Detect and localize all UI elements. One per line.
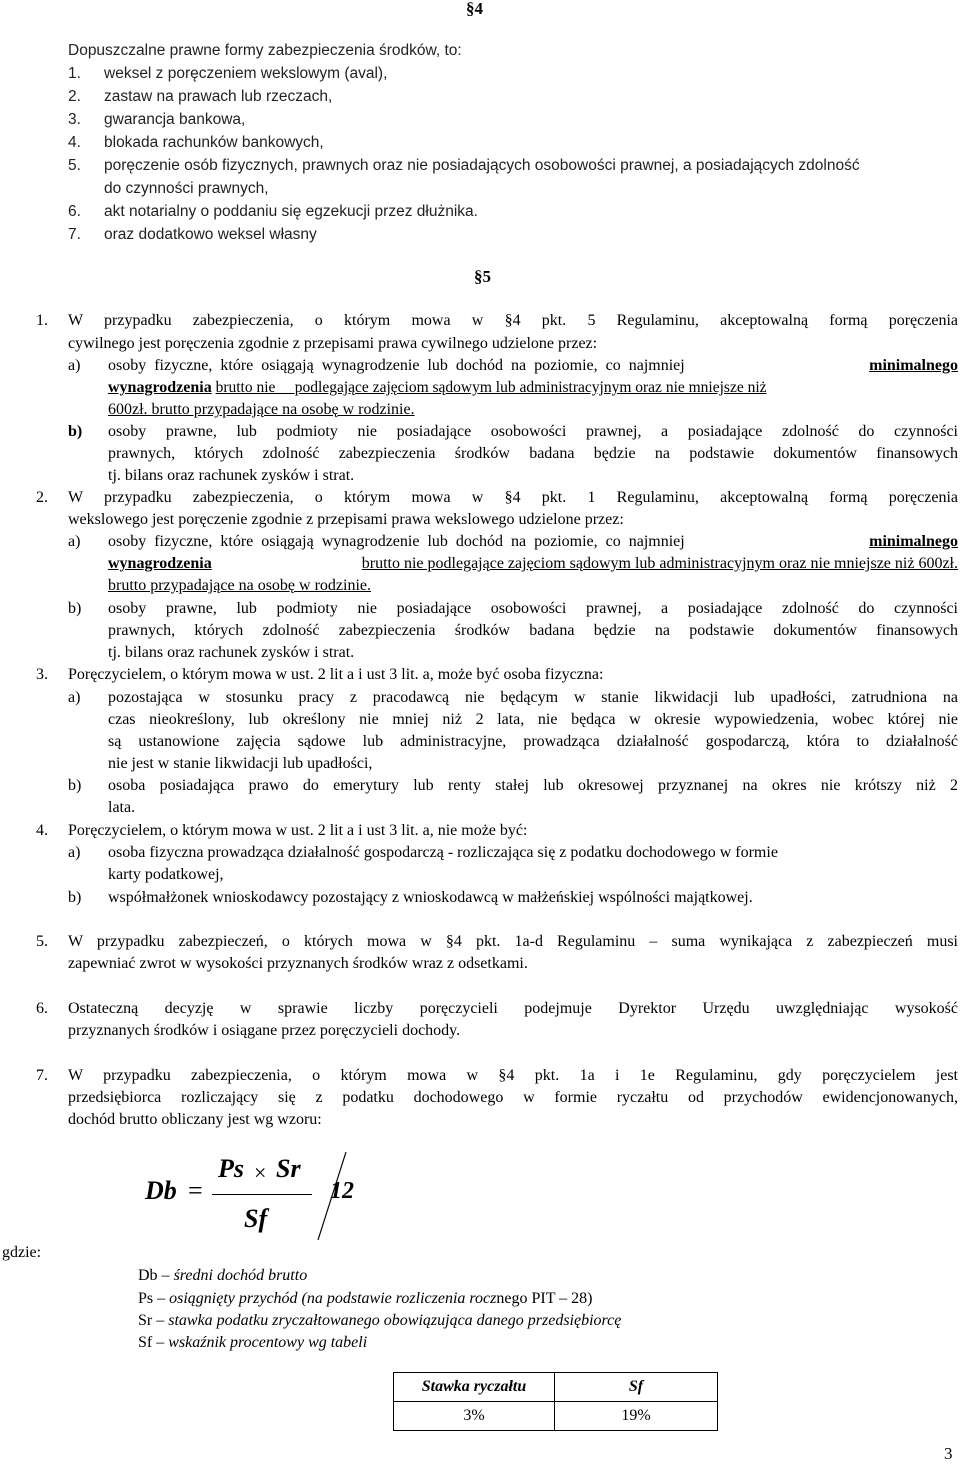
paragraph-2-item-a-line — [108, 531, 958, 553]
formula-denominator: Sf — [244, 1204, 268, 1233]
paragraph-3-line: Poręczycielem, o którym mowa w ust. 2 lit a i ust 3 lit. a, może być osoba fizyczna: — [68, 666, 604, 683]
definition-symbol: Sf — [138, 1334, 153, 1351]
definition-item — [138, 1310, 621, 1332]
list-item: weksel z poręczeniem wekslowym (aval), — [104, 65, 388, 82]
definition-item — [138, 1288, 593, 1310]
definition-dash: – — [152, 1334, 169, 1351]
paragraph-2-item-a-line: brutto przypadające na osobę w rodzinie. — [108, 577, 372, 594]
item-text-underlined: minimalnego — [869, 533, 958, 550]
paragraph-1-item-b-line: osoby prawne, lub podmioty nie posiadające osobowości prawnej, a posiadające zdolność do czynności — [108, 423, 958, 440]
definition-symbol: Ps — [138, 1290, 154, 1307]
fraction-bar — [212, 1194, 312, 1195]
list-item-number: 4. — [68, 134, 81, 151]
formula-equals: = — [188, 1176, 203, 1205]
paragraph-2-line: wekslowego jest poręczenie zgodnie z przepisami prawa wekslowego udzielone przez: — [68, 511, 624, 528]
table-cell: 3% — [394, 1402, 555, 1431]
table-header-cell: Sf — [555, 1373, 718, 1402]
item-label: a) — [68, 689, 81, 706]
definition-dash: – — [157, 1267, 174, 1284]
definition-item — [138, 1265, 307, 1287]
item-label: b) — [68, 777, 82, 794]
paragraph-3-item-a-line: nie jest w stanie likwidacji lub upadłości, — [108, 755, 373, 772]
paragraph-number: 3. — [36, 666, 48, 683]
paragraph-number: 6. — [36, 1000, 48, 1017]
item-label: b) — [68, 600, 82, 617]
list-item-number: 6. — [68, 203, 81, 220]
paragraph-6-line: Ostateczną decyzję w sprawie liczby poręczycieli podejmuje Dyrektor Urzędu uwzględniając wysokość — [68, 1000, 958, 1017]
list-item-number: 5. — [68, 157, 81, 174]
table-cell: 19% — [555, 1402, 718, 1431]
paragraph-1-line: cywilnego jest poręczenia zgodnie z przepisami prawa cywilnego udzielone przez: — [68, 335, 598, 352]
paragraph-1-item-a-line — [108, 355, 958, 377]
paragraph-3-item-b-line: osoba posiadająca prawo do emerytury lub renty stałej lub okresowej przyznanej na okres nie krótszy niż 2 — [108, 777, 958, 794]
formula-times: × — [254, 1160, 267, 1185]
item-text: osoby fizyczne, które osiągają wynagrodzenie lub dochód na poziomie, co najmniej — [108, 357, 685, 374]
definition-dash: – — [152, 1312, 169, 1329]
paragraph-2-line: W przypadku zabezpieczenia, o którym mowa w §4 pkt. 1 Regulaminu, akceptowalną formą poręczenia — [68, 489, 958, 506]
paragraph-4-item-a-line: karty podatkowej, — [108, 866, 224, 883]
paragraph-7-line: przedsiębiorca rozliczający się z podatku dochodowego w formie ryczałtu od przychodów ewidencjonowanych, — [68, 1089, 958, 1106]
definition-description: średni dochód brutto — [173, 1267, 308, 1284]
paragraph-7-line: dochód brutto obliczany jest wg wzoru: — [68, 1111, 322, 1128]
paragraph-2-item-b-line: osoby prawne, lub podmioty nie posiadające osobowości prawnej, a posiadające zdolność do czynności — [108, 600, 958, 617]
list-item: gwarancja bankowa, — [104, 111, 246, 128]
paragraph-5-line: zapewniać zwrot w wysokości przyznanych środków wraz z odsetkami. — [68, 955, 528, 972]
definition-description: osiągnięty przychód (na podstawie rozliczenia rocz — [169, 1290, 497, 1307]
paragraph-3-item-a-line: są ustanowione zajęcia sądowe lub administracyjne, prowadząca działalność gospodarczą, która to działalność — [108, 733, 958, 750]
paragraph-2-item-a-line — [108, 553, 958, 575]
list-item: oraz dodatkowo weksel własny — [104, 226, 317, 243]
section-4-intro: Dopuszczalne prawne formy zabezpieczenia środków, to: — [68, 42, 462, 59]
list-item: blokada rachunków bankowych, — [104, 134, 324, 151]
paragraph-4-item-a-line: osoba fizyczna prowadząca działalność gospodarczą - rozliczająca się z podatku dochodowego w formie — [108, 844, 778, 861]
paragraph-number: 7. — [36, 1067, 48, 1084]
list-item: poręczenie osób fizycznych, prawnych oraz nie posiadających osobowości prawnej, a posiadających zdolność — [104, 157, 860, 174]
item-label: a) — [68, 844, 81, 861]
item-text-underlined: minimalnego — [869, 357, 958, 374]
paragraph-1-item-b-line: tj. bilans oraz rachunek zysków i strat. — [108, 467, 355, 484]
paragraph-number: 5. — [36, 933, 48, 950]
item-label: b) — [68, 889, 82, 906]
list-item: zastaw na prawach lub rzeczach, — [104, 88, 333, 105]
paragraph-number: 4. — [36, 822, 48, 839]
paragraph-2-item-b-line: prawnych, których zdolność zabezpieczenia środków badana będzie na podstawie dokumentów finansowych — [108, 622, 958, 639]
paragraph-1-item-a-line — [108, 377, 767, 399]
list-item-number: 7. — [68, 226, 81, 243]
rate-table — [393, 1372, 718, 1431]
paragraph-4-item-b-line: współmałżonek wnioskodawcy pozostający z wnioskodawcą w małżeńskiej wspólności majątkowej. — [108, 889, 753, 906]
item-label: a) — [68, 533, 81, 550]
list-item-number: 2. — [68, 88, 81, 105]
section-4-heading: §4 — [466, 0, 483, 18]
table-header-cell: Stawka ryczałtu — [394, 1373, 555, 1402]
paragraph-3-item-a-line: pozostająca w stosunku pracy z pracodawcą nie będącym w stanie likwidacji lub upadłości, zatrudniona na — [108, 689, 958, 706]
formula-numerator-b: Sr — [276, 1154, 301, 1183]
formula-divisor: 12 — [330, 1178, 354, 1204]
formula-numerator-a: Ps — [218, 1154, 244, 1183]
list-item-number: 1. — [68, 65, 81, 82]
paragraph-5-line: W przypadku zabezpieczeń, o których mowa w §4 pkt. 1a-d Regulaminu – suma wynikająca z zabezpieczeń musi — [68, 933, 958, 950]
paragraph-1-item-a-line: 600zł. brutto przypadające na osobę w rodzinie. — [108, 401, 415, 418]
paragraph-number: 2. — [36, 489, 48, 506]
list-item-number: 3. — [68, 111, 81, 128]
paragraph-2-item-b-line: tj. bilans oraz rachunek zysków i strat. — [108, 644, 355, 661]
formula-lhs: Db — [145, 1176, 177, 1205]
definition-description: stawka podatku zryczałtowanego obowiązująca danego przedsiębiorcę — [168, 1312, 622, 1329]
page-number: 3 — [944, 1444, 953, 1463]
list-item: akt notarialny o poddaniu się egzekucji przez dłużnika. — [104, 203, 478, 220]
item-text-underlined: brutto nie podlegające zajęciom sądowym lub administracyjnym oraz nie mniejsze niż 600zł. — [361, 555, 958, 572]
item-text-underlined: wynagrodzenia — [108, 379, 212, 396]
item-label: b) — [68, 423, 83, 440]
paragraph-4-line: Poręczycielem, o którym mowa w ust. 2 lit a i ust 3 lit. a, nie może być: — [68, 822, 528, 839]
definition-symbol: Sr — [138, 1312, 153, 1329]
definition-description: wskaźnik procentowy wg tabeli — [168, 1334, 368, 1351]
paragraph-number: 1. — [36, 312, 48, 329]
definition-description-tail: nego PIT – 28) — [496, 1290, 593, 1307]
paragraph-3-item-a-line: czas nieokreślony, lub określony nie mniej niż 2 lata, nie będąca w okresie wypowiedzenia, wobec której nie — [108, 711, 958, 728]
paragraph-7-line: W przypadku zabezpieczenia, o którym mowa w §4 pkt. 1a i 1e Regulaminu, gdy poręczycielem jest — [68, 1067, 958, 1084]
item-text-underlined: brutto nie podlegające zajęciom sądowym lub administracyjnym oraz nie mniejsze niż — [215, 379, 767, 396]
item-label: a) — [68, 357, 81, 374]
paragraph-6-line: przyznanych środków i osiągane przez poręczycieli dochody. — [68, 1022, 461, 1039]
table-row — [394, 1402, 718, 1431]
list-item-continuation: do czynności prawnych, — [104, 180, 269, 197]
paragraph-1-line: W przypadku zabezpieczenia, o którym mowa w §4 pkt. 5 Regulaminu, akceptowalną formą poręczenia — [68, 312, 958, 329]
definition-dash: – — [153, 1290, 170, 1307]
item-text: osoby fizyczne, które osiągają wynagrodzenie lub dochód na poziomie, co najmniej — [108, 533, 685, 550]
definition-item — [138, 1332, 367, 1354]
where-label: gdzie: — [2, 1244, 42, 1261]
paragraph-1-item-b-line: prawnych, których zdolność zabezpieczenia środków badana będzie na podstawie dokumentów finansowych — [108, 445, 958, 462]
section-5-heading: §5 — [474, 267, 491, 286]
table-header-row — [394, 1373, 718, 1402]
definition-symbol: Db — [138, 1267, 158, 1284]
item-text-underlined: wynagrodzenia — [108, 555, 212, 572]
paragraph-3-item-b-line: lata. — [108, 799, 136, 816]
